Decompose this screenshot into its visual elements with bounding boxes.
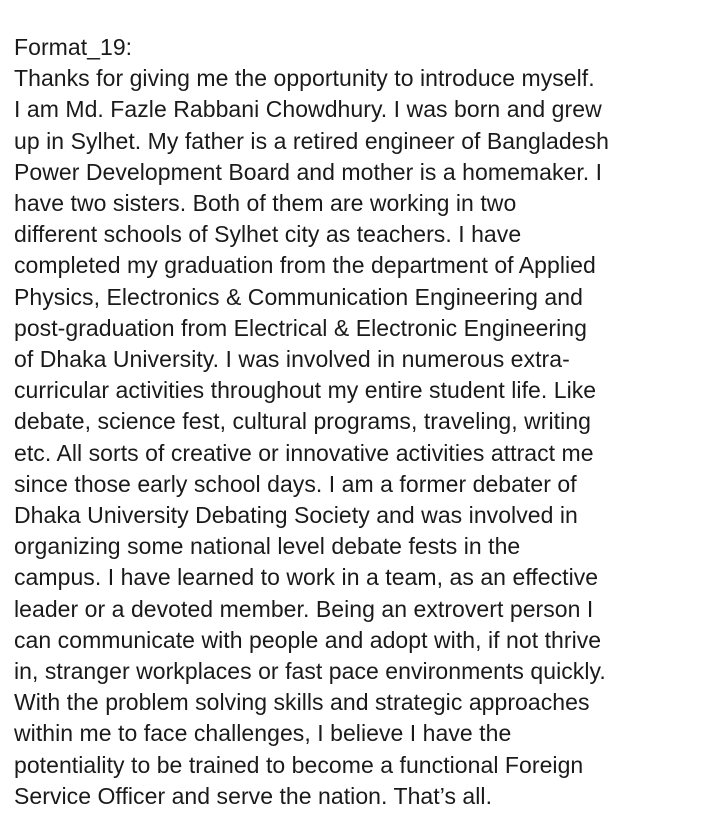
text-line: have two sisters. Both of them are working in two bbox=[14, 190, 517, 217]
text-line: different schools of Sylhet city as teachers. I have bbox=[14, 221, 522, 248]
text-line: With the problem solving skills and strategic approaches bbox=[14, 689, 590, 716]
text-line: leader or a devoted member. Being an extrovert person I bbox=[14, 595, 594, 622]
text-line: I am Md. Fazle Rabbani Chowdhury. I was born and grew bbox=[14, 96, 602, 123]
text-line: within me to face challenges, I believe I have the bbox=[14, 720, 512, 747]
text-line: Service Officer and serve the nation. That’s all. bbox=[14, 782, 493, 809]
text-line: etc. All sorts of creative or innovative activities attract me bbox=[14, 439, 594, 466]
text-line: Thanks for giving me the opportunity to introduce myself. bbox=[14, 65, 595, 92]
text-line: potentiality to be trained to become a functional Foreign bbox=[14, 751, 584, 778]
text-line: campus. I have learned to work in a team, as an effective bbox=[14, 564, 599, 591]
document-heading: Format_19: bbox=[14, 34, 133, 60]
text-line: Dhaka University Debating Society and was involved in bbox=[14, 502, 578, 529]
text-line: post-graduation from Electrical & Electronic Engineering bbox=[14, 314, 587, 341]
text-line: completed my graduation from the department of Applied bbox=[14, 252, 596, 279]
text-line: can communicate with people and adopt with, if not thrive bbox=[14, 626, 602, 653]
text-line: curricular activities throughout my entire student life. Like bbox=[14, 377, 597, 404]
text-line: since those early school days. I am a former debater of bbox=[14, 470, 577, 497]
text-line: Power Development Board and mother is a homemaker. I bbox=[14, 158, 603, 185]
text-line: debate, science fest, cultural programs, traveling, writing bbox=[14, 408, 591, 435]
text-line: in, stranger workplaces or fast pace environments quickly. bbox=[14, 658, 606, 685]
text-line: Physics, Electronics & Communication Engineering and bbox=[14, 283, 583, 310]
text-line: organizing some national level debate fests in the bbox=[14, 533, 521, 560]
text-line: of Dhaka University. I was involved in numerous extra- bbox=[14, 346, 570, 373]
text-line: up in Sylhet. My father is a retired engineer of Bangladesh bbox=[14, 127, 609, 154]
